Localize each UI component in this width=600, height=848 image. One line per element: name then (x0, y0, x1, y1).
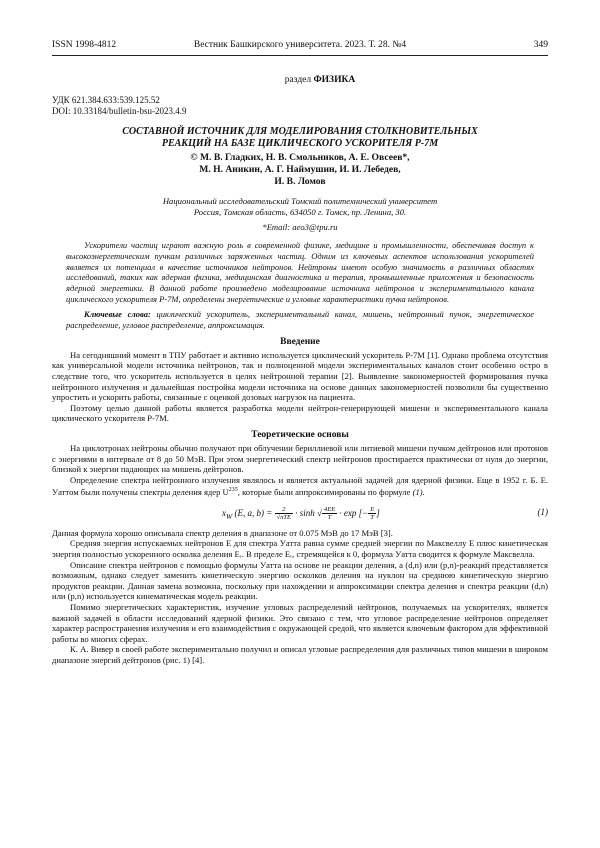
keywords (66, 309, 534, 330)
formula-lhs-sub: W (226, 511, 233, 521)
exp-denominator: T (370, 514, 375, 522)
exp-fraction (368, 506, 376, 522)
formula-number: (1) (537, 506, 548, 517)
title-line: РЕАКЦИЙ НА БАЗЕ ЦИКЛИЧЕСКОГО УСКОРИТЕЛЯ Р-7М (161, 137, 439, 149)
author-line: И. В. Ломов (274, 176, 326, 187)
article-title (52, 126, 548, 149)
formula-lhs: x (222, 507, 226, 518)
coef-numerator: 2 (275, 506, 293, 515)
section-name: ФИЗИКА (313, 75, 356, 85)
formula-expression: $x_W$ (E, a, b) = $\frac{2}{\text{√πTE}}$ · sinh √ $\frac{4EE}{T}$ · exp [− $\frac{E}{T}$ ] (222, 505, 380, 522)
sqrt-numerator: 4EE (323, 505, 336, 513)
section-label (52, 75, 548, 85)
header-rule (52, 55, 548, 56)
udk: УДК 621.384.633:539.125.52 (52, 95, 160, 105)
article-meta (52, 95, 548, 117)
affiliation-line: Россия, Томская область, 634050 г. Томск, пр. Ленина, 30. (193, 206, 407, 217)
keywords-label: Ключевые слова: (84, 309, 151, 320)
formula-ref: (1). (412, 487, 425, 498)
issn: ISSN 1998-4812 (52, 40, 117, 50)
keywords-text: циклический ускоритель, экспериментальный канал, мишень, нейтронный пучок, энергетическое распределение, угловое распределение, аппроксимация. (66, 309, 534, 331)
isotope-mass: 235 (228, 487, 238, 494)
theory-paragraph: Помимо энергетических характеристик, изучение угловых распределений нейтронов, получаемых на ускорителях, является важной задачей в области исследований ядерной физики. Это связано с тем, что угловое распределение нейтронов определяет характер распространения излучения и его взаимодействия с окружающей средой, что является ключевым фактором для эффективной работы во многих сферах. (52, 601, 548, 644)
watt-intro: Определение спектра нейтронного излучения являлось и является актуальной задачей для ядерной физики. Еще в 1952 г. Б. Е. Уаттом были получены спектры деления ядер U (52, 474, 548, 498)
author-line: М. Н. Аникин, А. Г. Наймушин, И. И. Лебедев, (199, 164, 401, 175)
affiliation-line: Национальный исследовательский Томский политехнический университет (162, 196, 438, 206)
theory-paragraph: Описание спектра нейтронов с помощью формулы Уатта на основе не реакции деления, а (d,n) или (p,n)-реакций представляется возможным, однако следует заменить кинетическую энергию осколков деления на нуклон на среднюю кинетическую энергию продуктов реакции. Данная замена возможна, поскольку при нахождении и аппроксимации спектра деления и спектра реакции (d,n) или (p,n) используется кинематическая модель реакции. (52, 559, 548, 602)
formula-coefficient (275, 506, 293, 522)
watt-intro-tail: , которые были аппроксимированы по формуле (237, 487, 411, 498)
doi: DOI: 10.33184/bulletin-bsu-2023.4.9 (52, 106, 187, 116)
theory-paragraph: К. А. Вивер в своей работе экспериментально получил и описал угловые распределения для различных типов мишени в широком диапазоне энергий дейтронов (рис. 1) [4]. (52, 644, 548, 665)
theory-paragraph (52, 475, 548, 498)
authors (52, 152, 548, 188)
journal-name: Вестник Башкирского университета. 2023. Т. 28. №4 (193, 40, 407, 50)
exp-numerator: E (370, 505, 375, 513)
intro-paragraph: Поэтому целью данной работы является разработка модели нейтрон-генерирующей мишени и экспериментального канала циклического ускорителя Р-7М. (52, 402, 548, 424)
intro-heading: Введение (280, 336, 320, 347)
sqrt-denominator: T (327, 514, 332, 522)
author-line: © М. В. Гладких, Н. В. Смольников, А. Е. Овсеев*, (190, 152, 410, 163)
theory-paragraph: Данная формула хорошо описывала спектр деления в диапазоне от 0.075 МэВ до 17 МэВ [3]. (52, 527, 393, 538)
running-header (52, 40, 548, 56)
abstract: Ускорители частиц играют важную роль в современной физике, медицине и промышленности, обеспечивая доступ к высокоэнергетическим пучкам различных заряженных частиц. Одним из ключевых аспектов использования ускорителей является их потенциал в качестве источников нейтронов. Нейтроны имеют особую значимость в различных областях исследований, таких как ядерная физика, медицинская диагностика и терапия, промышленные приложения и безопасность ядерной энергетики. В данной работе произведено моделирование источника нейтронов и экспериментального канала циклического ускорителя Р-7М, определены энергетические и угловые характеристики пучка нейтронов. (66, 240, 534, 304)
journal-page (52, 40, 548, 666)
section-prefix: раздел (284, 75, 312, 85)
watt-formula (52, 501, 548, 525)
theory-paragraph: На циклотронах нейтроны обычно получают при облучении бериллиевой или литиевой мишени пучком дейтронов или протонов с энергиями в интервале от 8 до 50 МэВ. При этом энергетический спектр нейтронов простирается практически от нуля до энергии, близкой к энергии падающих на мишень дейтронов. (52, 442, 548, 475)
formula-args: (E, a, b) = (234, 507, 273, 518)
coef-denominator: √πTE (276, 514, 291, 522)
contact-email: *Email: aeo3@tpu.ru (262, 222, 338, 233)
theory-heading: Теоретические основы (251, 429, 349, 440)
theory-paragraph: Средняя энергия испускаемых нейтронов E для спектра Уатта равна сумме средней энергии по Максвеллу E плюс кинетическая энергия полностью ускоренного осколка деления Eᵣ. В пределе Eᵣ, стремящейся к 0, формула Уатта сводится к формуле Максвелла. (52, 538, 548, 559)
intro-paragraph: На сегодняшний момент в ТПУ работает и активно используется циклический ускоритель Р-7М [1]. Однако проблема отсутствия как универсальной модели источника нейтронов, так и полноценной модели экспериментальных каналов стоит особенно остро в следствие того, что ускоритель используется в целях нейтронной терапии [2]. Выявление закономерностей формирования пучка нейтронного излучения и дальнейшая постройка модели источника на основе данных закономерностей позволили бы существенно упростить и ускорить работы, связанные с оценкой дозовых нагрузок на пациента. (52, 349, 548, 403)
title-line: СОСТАВНОЙ ИСТОЧНИК ДЛЯ МОДЕЛИРОВАНИЯ СТОЛКНОВИТЕЛЬНЫХ (122, 126, 478, 137)
formula-exp: · exp (339, 507, 357, 518)
formula-sqrt: √ $\frac{4EE}{T}$ (317, 505, 336, 522)
affiliation (52, 196, 548, 217)
page-number: 349 (533, 40, 548, 50)
sqrt-fraction (322, 506, 337, 522)
formula-sinh: · sinh (295, 507, 315, 518)
